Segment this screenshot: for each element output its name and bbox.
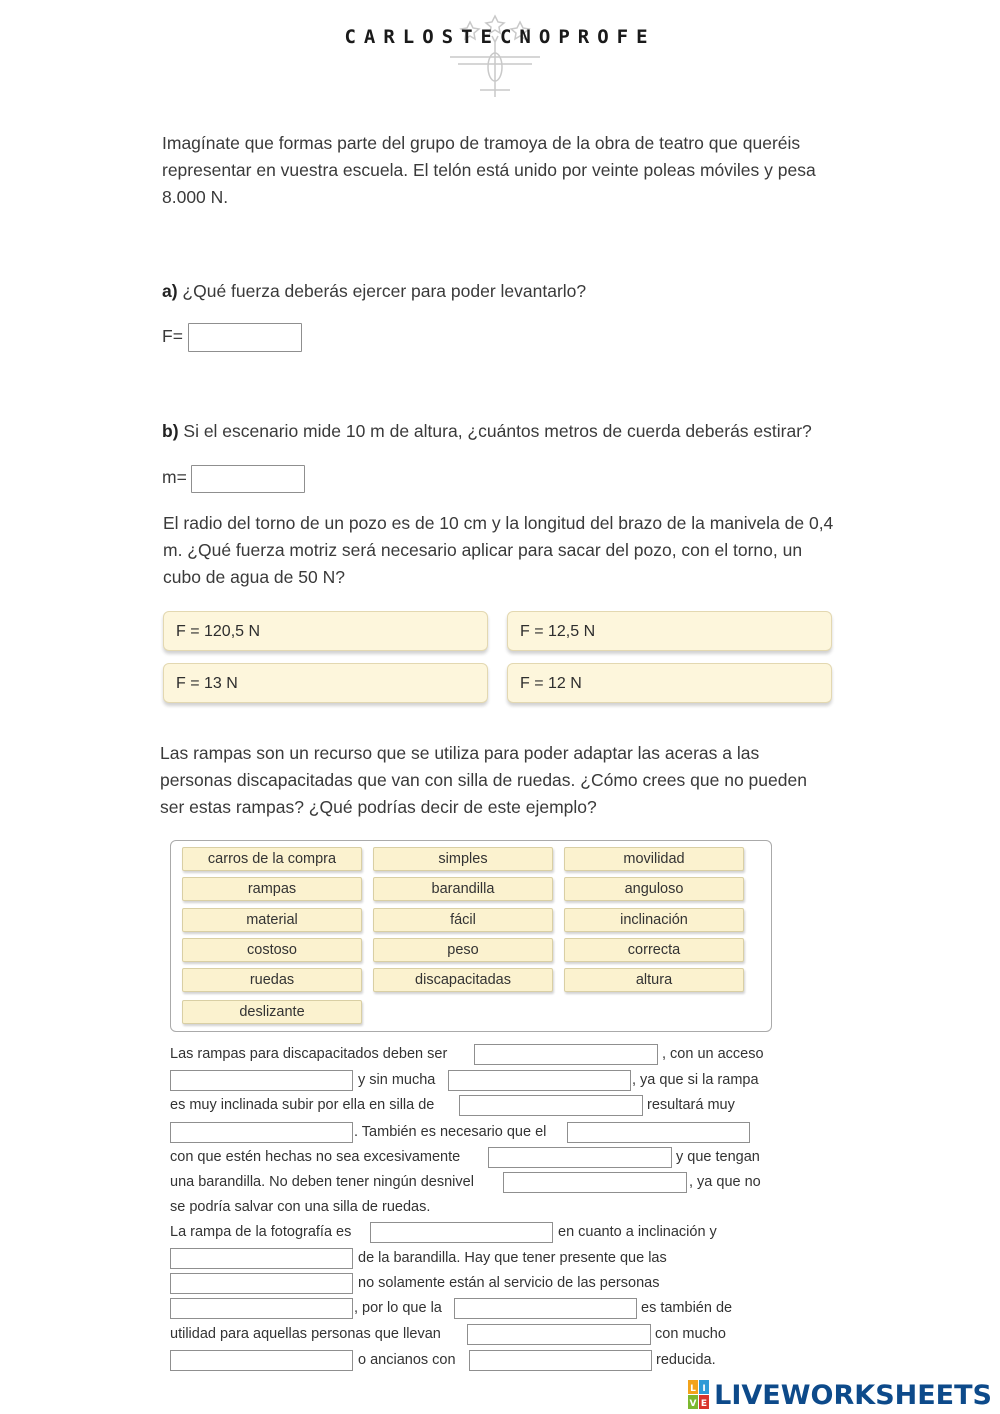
fill-text: no solamente están al servicio de las personas	[358, 1275, 660, 1291]
rampas-paragraph	[160, 740, 860, 821]
fill-text: , ya que si la rampa	[632, 1072, 759, 1088]
blank-input[interactable]	[170, 1273, 353, 1294]
fill-text: o ancianos con	[358, 1352, 456, 1368]
word-chip[interactable]: costoso	[182, 938, 362, 962]
fill-text: se podría salvar con una silla de ruedas.	[170, 1199, 431, 1215]
torno-paragraph	[163, 510, 863, 591]
fill-text: con mucho	[655, 1326, 726, 1342]
word-chip[interactable]: rampas	[182, 877, 362, 901]
blank-input[interactable]	[503, 1172, 687, 1193]
word-chip[interactable]: simples	[373, 847, 553, 871]
liveworksheets-icon	[688, 1380, 710, 1410]
word-chip[interactable]: peso	[373, 938, 553, 962]
brand-title: CARLOSTECNOPROFE	[344, 26, 656, 48]
word-chip[interactable]: movilidad	[564, 847, 744, 871]
fill-text: Las rampas para discapacitados deben ser	[170, 1046, 448, 1062]
intro-line: 8.000 N.	[162, 187, 229, 207]
liveworksheets-logo	[688, 1378, 992, 1412]
option-button[interactable]: F = 120,5 N	[163, 611, 488, 651]
blank-input[interactable]	[448, 1070, 631, 1091]
question-b-tag: b)	[162, 421, 179, 441]
icon-letter-l: L	[690, 1384, 697, 1394]
fill-text: , por lo que la	[354, 1300, 442, 1316]
word-chip[interactable]: deslizante	[182, 1000, 362, 1024]
question-a-tag: a)	[162, 281, 178, 301]
logo-text: LIVEWORKSHEETS	[714, 1379, 992, 1411]
word-chip[interactable]: anguloso	[564, 877, 744, 901]
question-b-text: Si el escenario mide 10 m de altura, ¿cuántos metros de cuerda deberás estirar?	[178, 421, 812, 441]
question-a	[162, 281, 586, 302]
word-chip[interactable]: correcta	[564, 938, 744, 962]
fill-text: una barandilla. No deben tener ningún desnivel	[170, 1174, 474, 1190]
blank-input[interactable]	[170, 1122, 353, 1143]
fill-text: , con un acceso	[662, 1046, 764, 1062]
word-chip[interactable]: altura	[564, 968, 744, 992]
torno-line: cubo de agua de 50 N?	[163, 567, 345, 587]
fill-text: con que estén hechas no sea excesivamente	[170, 1149, 461, 1165]
word-chip[interactable]: ruedas	[182, 968, 362, 992]
word-chip[interactable]: discapacitadas	[373, 968, 553, 992]
fill-text: es también de	[641, 1300, 733, 1316]
rampas-line: Las rampas son un recurso que se utiliza para poder adaptar las aceras a las	[160, 743, 760, 763]
blank-input[interactable]	[467, 1324, 651, 1345]
word-chip[interactable]: inclinación	[564, 908, 744, 932]
option-button[interactable]: F = 12,5 N	[507, 611, 832, 651]
fill-text: y sin mucha	[358, 1072, 436, 1088]
word-chip[interactable]: barandilla	[373, 877, 553, 901]
word-chip[interactable]: carros de la compra	[182, 847, 362, 871]
intro-line: Imagínate que formas parte del grupo de tramoya de la obra de teatro que queréis	[162, 133, 801, 153]
icon-letter-i: I	[702, 1384, 706, 1394]
option-button[interactable]: F = 12 N	[507, 663, 832, 703]
fill-text: La rampa de la fotografía es	[170, 1224, 352, 1240]
fill-text: utilidad para aquellas personas que llevan	[170, 1326, 441, 1342]
option-button[interactable]: F = 13 N	[163, 663, 488, 703]
fill-text: resultará muy	[647, 1097, 735, 1113]
intro-paragraph	[162, 130, 862, 211]
intro-line: representar en vuestra escuela. El telón está unido por veinte poleas móviles y pesa	[162, 160, 816, 180]
force-input[interactable]	[188, 323, 302, 352]
blank-input[interactable]	[170, 1070, 353, 1091]
word-bank	[170, 840, 772, 1032]
torno-line: m. ¿Qué fuerza motriz será necesario aplicar para sacar del pozo, con el torno, un	[163, 540, 803, 560]
fill-text: de la barandilla. Hay que tener presente que las	[358, 1250, 667, 1266]
fill-text: y que tengan	[676, 1149, 760, 1165]
rampas-line: personas discapacitadas que van con silla de ruedas. ¿Cómo crees que no pueden	[160, 770, 807, 790]
blank-input[interactable]	[474, 1044, 658, 1065]
fill-text: , ya que no	[689, 1174, 761, 1190]
meters-input[interactable]	[191, 465, 305, 493]
rampas-line: ser estas rampas? ¿Qué podrías decir de este ejemplo?	[160, 797, 597, 817]
blank-input[interactable]	[170, 1298, 353, 1319]
question-a-text: ¿Qué fuerza deberás ejercer para poder levantarlo?	[177, 281, 587, 301]
icon-letter-v: V	[689, 1399, 697, 1409]
blank-input[interactable]	[488, 1147, 672, 1168]
meters-label: m=	[162, 467, 187, 487]
blank-input[interactable]	[170, 1350, 353, 1371]
fill-text: reducida.	[656, 1352, 716, 1368]
force-label: F=	[162, 326, 183, 346]
icon-letter-e: E	[701, 1399, 708, 1409]
blank-input[interactable]	[170, 1248, 353, 1269]
blank-input[interactable]	[459, 1095, 643, 1116]
blank-input[interactable]	[454, 1298, 637, 1319]
blank-input[interactable]	[567, 1122, 750, 1143]
fill-text: . También es necesario que el	[354, 1124, 547, 1140]
word-chip[interactable]: fácil	[373, 908, 553, 932]
torno-line: El radio del torno de un pozo es de 10 cm y la longitud del brazo de la manivela de 0,4	[163, 513, 834, 533]
blank-input[interactable]	[469, 1350, 652, 1371]
blank-input[interactable]	[370, 1222, 553, 1243]
word-chip[interactable]: material	[182, 908, 362, 932]
fill-text: en cuanto a inclinación y	[558, 1224, 717, 1240]
question-b	[162, 421, 812, 442]
fill-text: es muy inclinada subir por ella en silla de	[170, 1097, 435, 1113]
